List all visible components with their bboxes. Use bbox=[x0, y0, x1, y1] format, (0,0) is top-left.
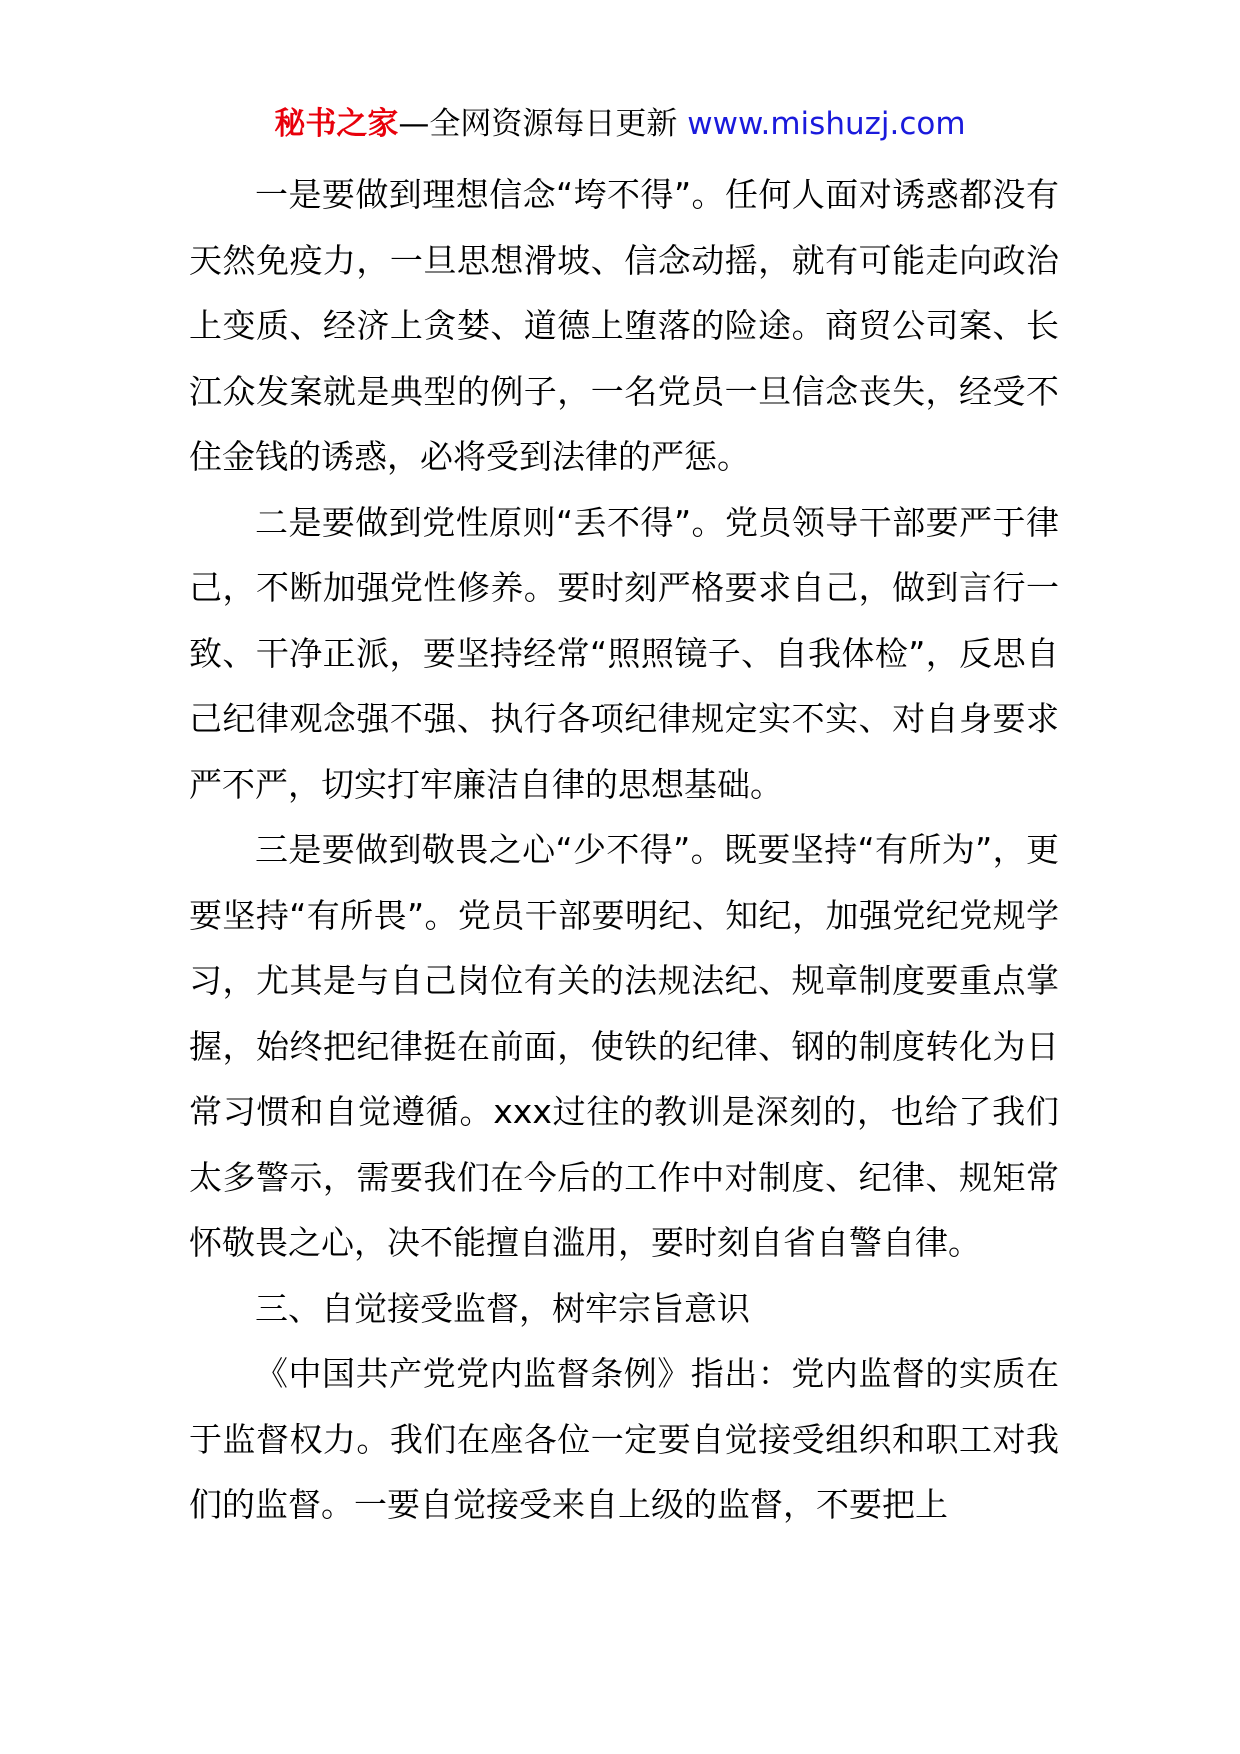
site-tagline: —全网资源每日更新 bbox=[398, 106, 688, 142]
site-url-link[interactable]: www.mishuzj.com bbox=[687, 106, 966, 142]
document-body bbox=[189, 162, 1059, 1538]
section-heading-supervision: 三、自觉接受监督，树牢宗旨意识 bbox=[255, 1288, 750, 1328]
paragraph-reverence: 三是要做到敬畏之心“少不得”。既要坚持“有所为”，更要坚持“有所畏”。党员干部要明纪、知纪，加强党纪党规学习，尤其是与自己岗位有关的法规法纪、规章制度要重点掌握，始终把纪律挺在前面，使铁的纪律、钢的制度转化为日常习惯和自觉遵循。xxx过往的教训是深刻的，也给了我们太多警示，需要我们在今后的工作中对制度、纪律、规矩常怀敬畏之心，决不能擅自滥用，要时刻自省自警自律。 bbox=[189, 830, 1059, 1262]
paragraph-supervision: 《中国共产党党内监督条例》指出：党内监督的实质在于监督权力。我们在座各位一定要自觉接受组织和职工对我们的监督。一要自觉接受来自上级的监督，不要把上 bbox=[189, 1354, 1059, 1524]
paragraph-party-principle: 二是要做到党性原则“丢不得”。党员领导干部要严于律己，不断加强党性修养。要时刻严格要求自己，做到言行一致、干净正派，要坚持经常“照照镜子、自我体检”，反思自己纪律观念强不强、执行各项纪律规定实不实、对自身要求严不严，切实打牢廉洁自律的思想基础。 bbox=[189, 502, 1059, 804]
site-brand: 秘书之家 bbox=[274, 106, 399, 142]
site-header bbox=[0, 104, 1240, 144]
paragraph-ideals: 一是要做到理想信念“垮不得”。任何人面对诱惑都没有天然免疫力，一旦思想滑坡、信念动摇，就有可能走向政治上变质、经济上贪婪、道德上堕落的险途。商贸公司案、长江众发案就是典型的例子，一名党员一旦信念丧失，经受不住金钱的诱惑，必将受到法律的严惩。 bbox=[189, 175, 1059, 476]
